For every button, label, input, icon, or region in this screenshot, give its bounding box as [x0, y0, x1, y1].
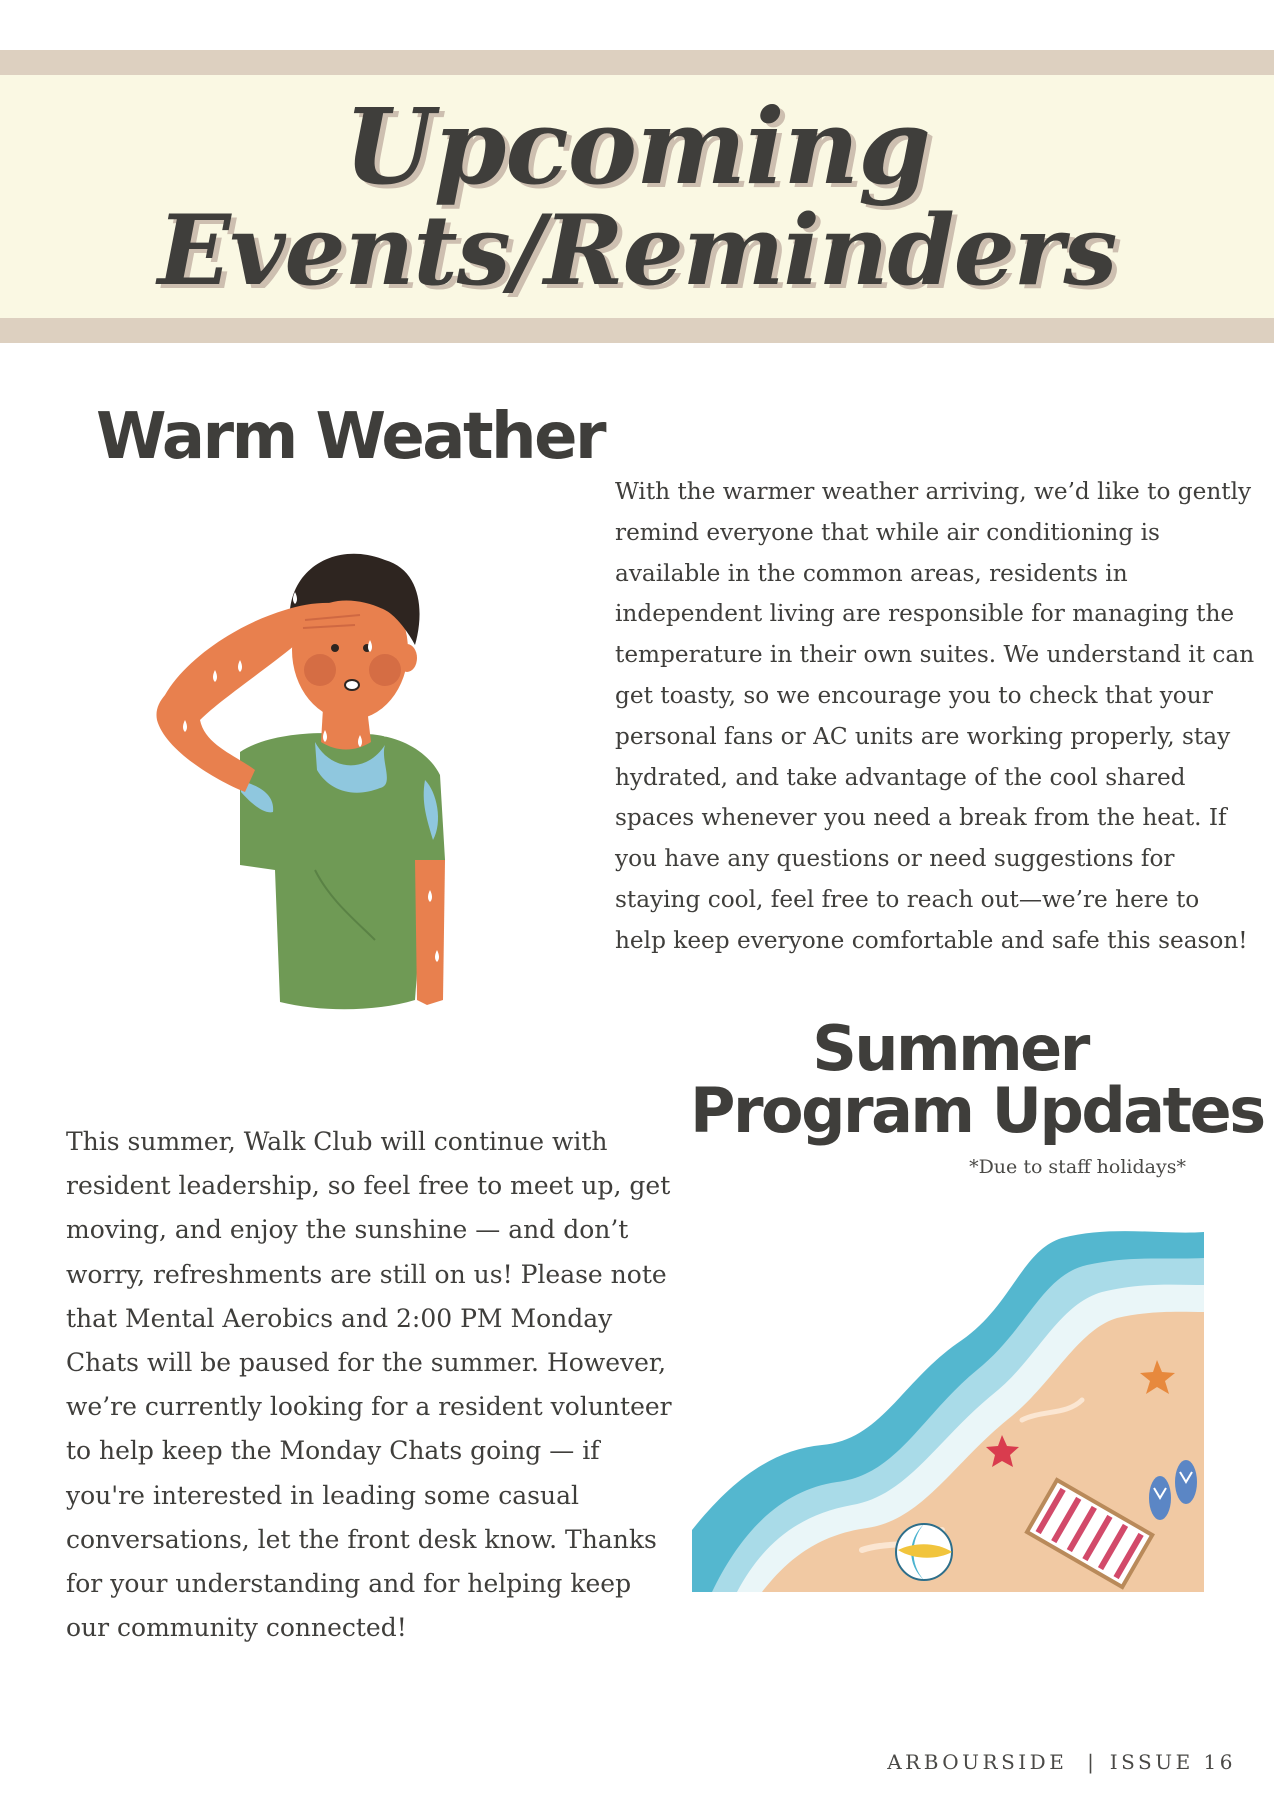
page-footer [887, 1750, 1236, 1774]
summer-program-heading-line-2: Program Updates [690, 1074, 1264, 1147]
warm-weather-body: With the warmer weather arriving, we’d like to gently remind everyone that while air conditioning is available in the common areas, residents in independent living are responsible for managing the temperature in their own suites. We understand it can get toasty, so we encourage you to check that your personal fans or AC units are working properly, stay hydrated, and take advantage of the cool shared spaces whenever you need a break from the heat. If you have any questions or need suggestions for staying cool, feel free to reach out—we’re here to help keep everyone comfortable and safe this season! [615, 478, 1255, 954]
banner-bottom-band [0, 318, 1274, 343]
beach-illustration [692, 1230, 1204, 1592]
footer-separator: | [1087, 1750, 1094, 1774]
summer-program-body: This summer, Walk Club will continue with resident leadership, so feel free to meet up, get moving, and enjoy the sunshine — and don’t worry, refreshments are still on us! Please note that Mental Aerobics and 2:00 PM Monday Chats will be paused for the summer. However, we’re currently looking for a resident volunteer to help keep the Monday Chats going — if you're interested in leading some casual conversations, let the front desk know. Thanks for your understanding and for helping keep our community connected! [66, 1127, 672, 1643]
warm-weather-heading: Warm Weather [96, 400, 605, 474]
summer-program-note: *Due to staff holidays* [969, 1156, 1186, 1178]
banner-title-line-2: Events/Reminders [157, 193, 1117, 307]
sweating-person-illustration [145, 530, 505, 1040]
page-banner [0, 75, 1274, 318]
summer-program-heading [690, 1012, 1264, 1147]
footer-issue: ISSUE 16 [1109, 1750, 1236, 1774]
summer-program-heading-line-1: Summer [812, 1012, 1088, 1085]
banner-top-band [0, 50, 1274, 75]
footer-publication: ARBOURSIDE [887, 1750, 1068, 1774]
banner-title-line-1: Upcoming [344, 84, 930, 208]
